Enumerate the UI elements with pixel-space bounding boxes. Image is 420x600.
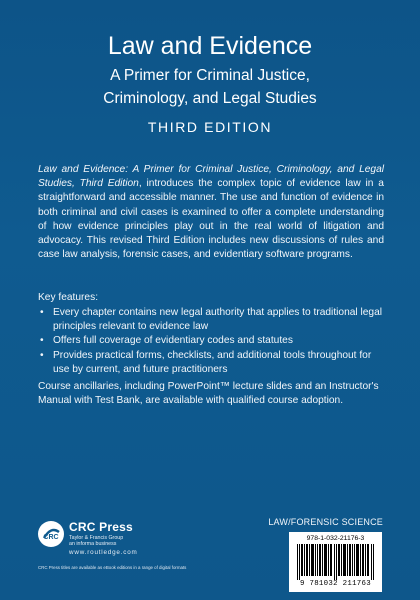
edition-label: THIRD EDITION — [147, 119, 273, 135]
key-feature-item: • Provides practical forms, checklists, and additional tools throughout for use by current, and future practitioners — [38, 349, 384, 377]
publisher-logo — [37, 520, 157, 570]
description-text: , introduces the complex topic of evidence law in a straightforward and accessible manner. The use and function of evidence in both criminal and civil cases is examined to offer a complete understanding of how evidence principles play out in the real world of litigation and advocacy. This revised Third Edition includes new discussions of rules and case law analysis, forensic cases, and evidentiary software programs. — [38, 178, 384, 261]
crc-press-logo-icon — [37, 520, 65, 548]
publisher-group: Taylor & Francis Group — [69, 535, 124, 541]
publisher-name: CRC Press — [69, 520, 133, 534]
ebook-footnote: CRC Press titles are available as eBook editions in a range of digital formats — [38, 565, 187, 570]
book-subtitle-line-1: A Primer for Criminal Justice, — [110, 67, 310, 84]
description-italic-title: Law and Evidence: A Primer for Criminal Justice, Criminology, and Legal Studies, Third Edition — [38, 164, 384, 190]
logo-mark-text: CRC — [43, 534, 59, 541]
barcode-digits: 9 781032 211763 — [299, 580, 372, 588]
key-features-heading: Key features: — [38, 292, 99, 303]
description-paragraph — [38, 163, 384, 262]
key-features-list — [38, 306, 384, 377]
key-feature-item: • Offers full coverage of evidentiary codes and statutes — [38, 334, 384, 348]
barcode-bars-icon — [297, 544, 375, 580]
isbn-label: 978-1-032-21176-3 — [306, 535, 365, 542]
key-feature-item: • Every chapter contains new legal authority that applies to traditional legal principles relevant to evidence law — [38, 306, 384, 334]
book-subtitle-line-2: Criminology, and Legal Studies — [103, 90, 317, 107]
barcode — [289, 532, 382, 592]
publisher-tagline: an informa business — [69, 541, 117, 547]
ancillaries-paragraph: Course ancillaries, including PowerPoint™ lecture slides and an Instructor's Manual with Test Bank, are available with qualified course adoption. — [38, 381, 379, 407]
book-title: Law and Evidence — [107, 32, 313, 60]
category-label: LAW/FORENSIC SCIENCE — [268, 517, 383, 527]
publisher-url: www.routledge.com — [69, 549, 138, 556]
